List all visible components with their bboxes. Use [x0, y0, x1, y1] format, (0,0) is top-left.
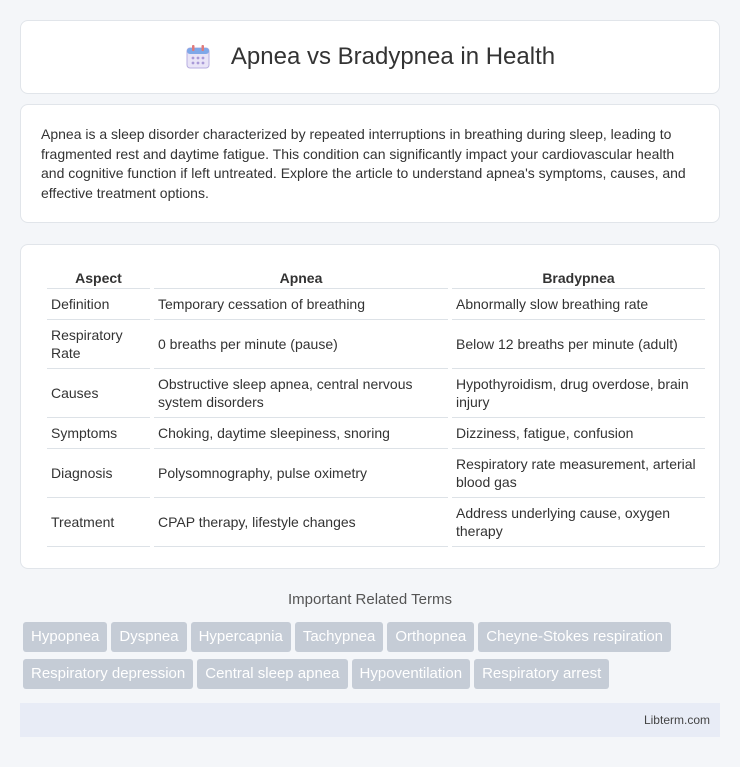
table-row — [47, 449, 705, 498]
intro-text: Apnea is a sleep disorder characterized by repeated interruptions in breathing during sleep, leading to fragmented rest and daytime fatigue. This condition can significantly impact your cardiovascular health and cognitive function if left untreated. Explore the article to understand apnea's symptoms, causes, and effective treatment options. — [41, 126, 686, 201]
intro-card — [20, 104, 720, 223]
table-row — [47, 320, 705, 369]
cell-aspect: Symptoms — [47, 418, 150, 449]
header-aspect: Aspect — [47, 265, 150, 289]
comparison-table-card — [20, 244, 720, 569]
cell-apnea: 0 breaths per minute (pause) — [154, 320, 448, 369]
cell-aspect: Respiratory Rate — [47, 320, 150, 369]
cell-bradypnea: Respiratory rate measurement, arterial blood gas — [452, 449, 705, 498]
cell-apnea: CPAP therapy, lifestyle changes — [154, 498, 448, 547]
related-tag[interactable]: Hypopnea — [23, 622, 107, 652]
header-bradypnea: Bradypnea — [452, 265, 705, 289]
cell-aspect: Treatment — [47, 498, 150, 547]
table-row — [47, 498, 705, 547]
related-tag[interactable]: Hypercapnia — [191, 622, 291, 652]
related-tag[interactable]: Central sleep apnea — [197, 659, 347, 689]
footer-link[interactable]: Libterm.com — [643, 713, 710, 727]
cell-aspect: Definition — [47, 289, 150, 320]
cell-apnea: Polysomnography, pulse oximetry — [154, 449, 448, 498]
related-tag[interactable]: Dyspnea — [111, 622, 186, 652]
related-tag[interactable]: Cheyne-Stokes respiration — [478, 622, 671, 652]
calendar-icon — [185, 44, 211, 70]
related-terms-list — [23, 622, 723, 696]
cell-bradypnea: Dizziness, fatigue, confusion — [452, 418, 705, 449]
cell-bradypnea: Below 12 breaths per minute (adult) — [452, 320, 705, 369]
table-row — [47, 369, 705, 418]
cell-apnea: Obstructive sleep apnea, central nervous system disorders — [154, 369, 448, 418]
related-tag[interactable]: Respiratory arrest — [474, 659, 609, 689]
cell-bradypnea: Address underlying cause, oxygen therapy — [452, 498, 705, 547]
cell-aspect: Diagnosis — [47, 449, 150, 498]
page-title: Apnea vs Bradypnea in Health — [230, 43, 556, 70]
related-tag[interactable]: Hypoventilation — [352, 659, 471, 689]
related-tag[interactable]: Respiratory depression — [23, 659, 193, 689]
header-card — [20, 20, 720, 94]
table-header-row — [47, 265, 705, 289]
related-tag[interactable]: Orthopnea — [387, 622, 474, 652]
cell-apnea: Choking, daytime sleepiness, snoring — [154, 418, 448, 449]
cell-bradypnea: Hypothyroidism, drug overdose, brain injury — [452, 369, 705, 418]
related-tag[interactable]: Tachypnea — [295, 622, 384, 652]
cell-apnea: Temporary cessation of breathing — [154, 289, 448, 320]
cell-aspect: Causes — [47, 369, 150, 418]
related-terms-title: Important Related Terms — [288, 591, 452, 608]
comparison-table — [43, 265, 709, 547]
table-row — [47, 418, 705, 449]
table-row — [47, 289, 705, 320]
footer — [20, 703, 720, 737]
cell-bradypnea: Abnormally slow breathing rate — [452, 289, 705, 320]
header-apnea: Apnea — [154, 265, 448, 289]
